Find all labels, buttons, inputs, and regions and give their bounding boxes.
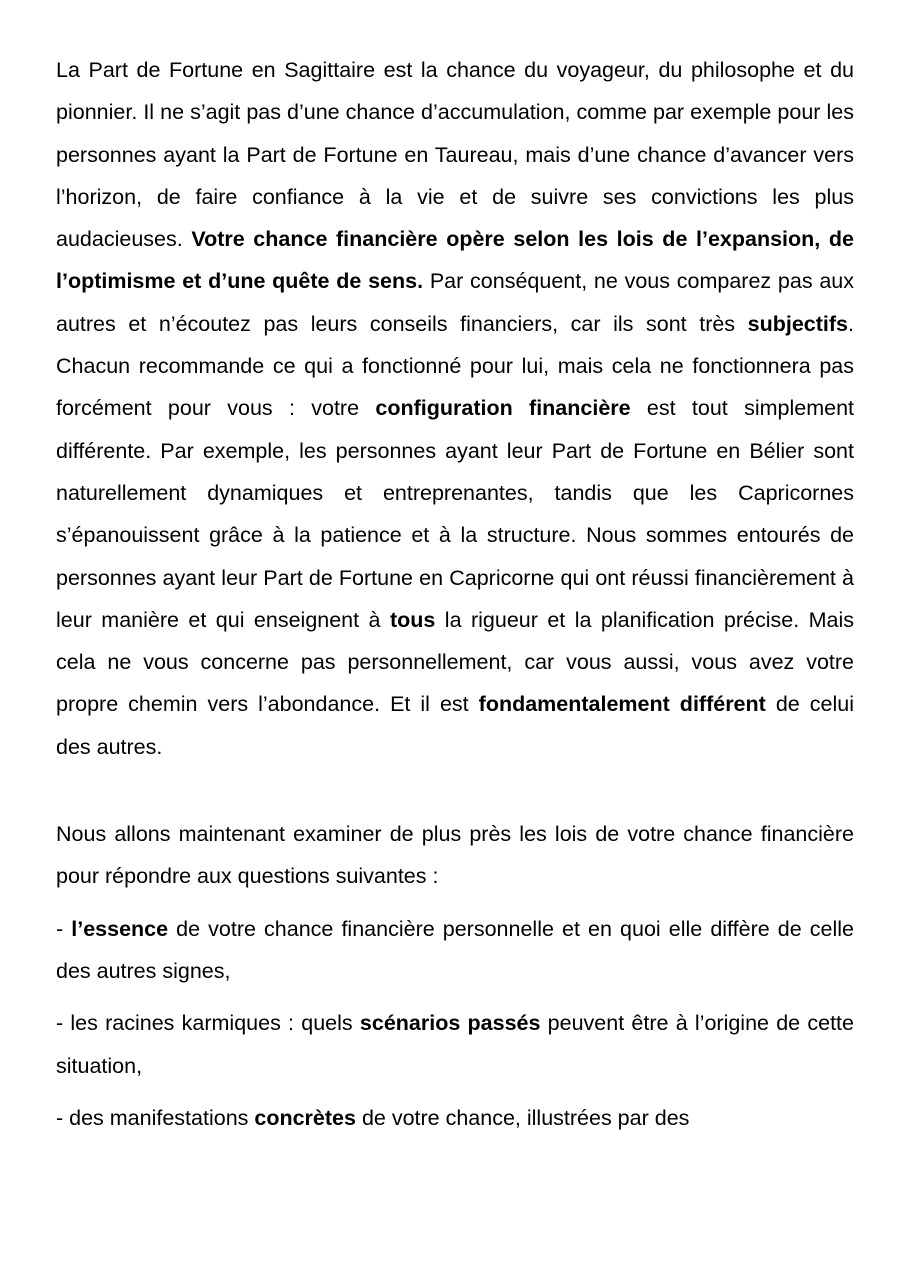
bold-emphasis: fondamentalement différent — [478, 692, 766, 717]
list-item — [56, 1002, 854, 1087]
bold-emphasis: scénarios passés — [359, 1011, 541, 1036]
paragraph-introduction-questions: Nous allons maintenant examiner de plus près les lois de votre chance financière pour répondre aux questions suivantes : — [56, 822, 854, 889]
bold-emphasis: l’essence — [71, 916, 169, 941]
paragraph-text: la rigueur et la planification précise. Mais cela ne vous concerne pas personnellement, car vous aussi, vous avez votre propre chemin vers l’abondance. Et il est — [56, 607, 854, 717]
bold-emphasis: Votre chance financière opère selon les lois de l’expansion, de l’optimisme et d’une quête de sens. — [56, 227, 854, 294]
list-item-prefix: - les racines karmiques : quels — [56, 1011, 360, 1036]
list-item-text: de votre chance, illustrées par des — [355, 1105, 690, 1130]
bold-emphasis: tous — [389, 607, 436, 632]
list-item-prefix: - des manifestations — [56, 1105, 255, 1130]
bold-emphasis: subjectifs — [747, 311, 849, 336]
paragraph-text: de celui des autres. — [56, 692, 854, 759]
bold-emphasis: concrètes — [254, 1105, 356, 1130]
paragraph-text: La Part de Fortune en Sagittaire est la chance du voyageur, du philosophe et du pionnier. Il ne s’agit pas d’une chance d’accumulation, comme par exemple pour les personnes ayant la Part de Fortune en Taureau, mais d’une chance d’avancer vers l’horizon, de faire confiance à la vie et de suivre ses convictions les plus audacieuses. — [56, 58, 854, 252]
list-item-prefix: - — [56, 916, 72, 941]
paragraph-text: . Chacun recommande ce qui a fonctionné pour lui, mais cela ne fonctionnera pas forcément pour vous : votre — [56, 311, 854, 421]
list-item — [56, 908, 854, 993]
list-item — [56, 1097, 854, 1139]
list-item-text: peuvent être à l’origine de cette situation, — [56, 1011, 854, 1078]
bold-emphasis: configuration financière — [375, 396, 631, 421]
list-item-text: de votre chance financière personnelle et en quoi elle diffère de celle des autres signes, — [56, 916, 854, 983]
paragraph-text: est tout simplement différente. Par exemple, les personnes ayant leur Part de Fortune en Bélier sont naturellement dynamiques et entreprenantes, tandis que les Capricornes s’épanouissent grâce à la patience et à la structure. Nous sommes entourés de personnes ayant leur Part de Fortune en Capricorne qui ont réussi financièrement à leur manière et qui enseignent à — [56, 396, 855, 632]
paragraph-text: Par conséquent, ne vous comparez pas aux autres et n’écoutez pas leurs conseils financiers, car ils sont très — [56, 269, 854, 336]
paragraph-part-of-fortune-sagittarius — [56, 49, 854, 768]
